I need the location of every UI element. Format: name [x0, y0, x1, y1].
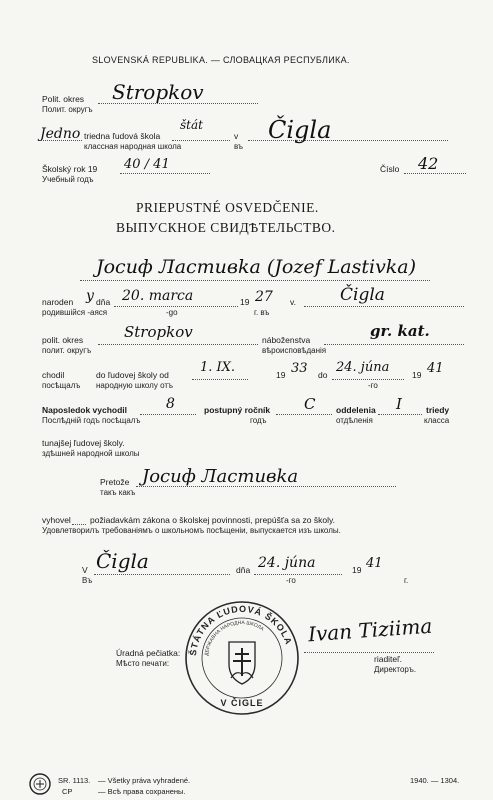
printer-emblem-icon: [28, 772, 52, 796]
okres-label: Polit. okres: [42, 94, 85, 104]
religion-value: gr. kat.: [370, 322, 430, 340]
rocnik-value: C: [304, 395, 316, 413]
school-v-label: v: [234, 131, 239, 141]
birth-place-value: Čigla: [340, 285, 385, 305]
triedy-label: triedy: [426, 405, 450, 415]
attend-to-year: 41: [427, 361, 444, 376]
attend-label: chodil: [42, 370, 65, 380]
dateline-dna-label: dňa: [236, 565, 251, 575]
school-seal-stamp: [182, 598, 302, 718]
footer-rights-ru: — Всѣ права сохранены.: [98, 787, 186, 796]
triedna-value: Jedno: [40, 126, 81, 142]
seal-label: Úradná pečiatka:: [116, 648, 181, 658]
last-year-value: 8: [166, 396, 175, 412]
birth-year-prefix: 19: [240, 297, 250, 307]
attend-to-value: 24. júna: [336, 360, 390, 375]
attend-label-ru: посѣщалъ: [42, 381, 81, 390]
director-label-ru: Директоръ.: [374, 665, 417, 674]
pretoze-label-ru: такъ какъ: [100, 488, 136, 497]
seal-ring-text-ru: ДЕРЖАВНА НАРОДНА ШКОЛА: [204, 619, 265, 657]
school-label: triedna ľudová škola: [84, 131, 161, 141]
birth-y-mark: y: [86, 288, 94, 304]
birth-label-ru: родившійся -аяся: [42, 308, 108, 317]
year-label-ru: Учебный годъ: [42, 175, 94, 184]
last-label-ru: Послѣдній годъ посѣщалъ: [42, 416, 141, 425]
seal-place: V ČIGLE: [220, 698, 264, 708]
year-value: 40 / 41: [124, 157, 170, 172]
okres-label-ru: Полит. округъ: [42, 105, 93, 114]
attend-school-label: do ľudovej školy od: [96, 370, 169, 380]
attend-do-label: do: [318, 370, 328, 380]
title-ru: ВЫПУСКНОЕ СВИДѢТЕЛЬСТВО.: [116, 220, 336, 235]
dateline-year-value: 41: [366, 556, 383, 571]
cislo-value: 42: [418, 154, 439, 173]
seal-ring-text: ŠTÁTNA ĽUDOVÁ ŠKOLA: [187, 603, 294, 657]
birth-v-ru: г. въ: [254, 308, 270, 317]
year-label: Školský rok 19: [42, 164, 98, 174]
birth-label: naroden: [42, 297, 74, 307]
pretoze-label: Pretože: [100, 477, 130, 487]
birth-day-value: 20. marca: [122, 288, 194, 304]
footer-code: SR. 1113.: [58, 776, 91, 785]
title-sk: PRIEPUSTNÉ OSVEDČENIE.: [136, 200, 319, 215]
school-label-ru: классная народная школа: [84, 142, 182, 151]
dateline-v-ru: Въ: [82, 576, 93, 585]
local-school-ru: здѣшней народной школы: [42, 449, 140, 458]
rocnik-label-ru: годъ: [250, 416, 267, 425]
dateline-g-label: г.: [404, 576, 409, 585]
school-place-value: Čigla: [268, 116, 332, 144]
footer-rights-sk: — Všetky práva vyhradené.: [98, 776, 191, 785]
last-label: Naposledok vychodil: [42, 405, 128, 415]
footer-cp: CP: [62, 787, 73, 796]
school-v-ru: въ: [234, 142, 243, 151]
director-label: riaditeľ.: [374, 654, 402, 664]
birth-dna-label: dňa: [96, 297, 111, 307]
attend-from-value: 1. IX.: [200, 360, 236, 375]
vyhovel-label: vyhovel: [42, 515, 71, 525]
polit-value: Stropkov: [124, 323, 193, 341]
religion-label: náboženstva: [262, 335, 311, 345]
student-name: Joсuф Лacmuвka (Jozef Lastivka): [96, 256, 417, 278]
pretoze-value: Joсuф Лacmuвka: [142, 466, 299, 487]
result-ru: Удовлетворилъ требованіямъ о школьномъ посѣщеніи, выпускается изъ школы.: [42, 526, 341, 535]
republic-header: SLOVENSKÁ REPUBLIKA. — СЛОВАЦКАЯ РЕСПУБЛИКА.: [92, 55, 350, 65]
attend-go-label: -го: [368, 381, 378, 390]
attend-school-label-ru: народную школу отъ: [96, 381, 174, 390]
birth-go-label: -go: [166, 308, 178, 317]
dateline-date-value: 24. júna: [258, 555, 316, 571]
attend-from-year-prefix: 19: [276, 370, 286, 380]
dateline-year-prefix: 19: [352, 565, 362, 575]
oddelenia-value: I: [396, 395, 402, 413]
attend-from-year: 33: [291, 361, 308, 376]
dateline-go-label: -го: [286, 576, 296, 585]
seal-label-ru: Мѣсто печати:: [116, 659, 170, 668]
rocnik-label: postupný ročník: [204, 405, 271, 415]
cislo-label: Číslo: [380, 164, 400, 174]
birth-year-value: 27: [255, 289, 273, 305]
triedy-label-ru: класса: [424, 416, 450, 425]
polit-label: polit. okres: [42, 335, 84, 345]
dateline-place-value: Čigla: [96, 549, 149, 573]
school-type-value: štát: [180, 118, 203, 132]
birth-v-label: v.: [290, 297, 296, 307]
dateline-v-label: V: [82, 565, 88, 575]
footer-year-code: 1940. — 1304.: [410, 776, 460, 785]
oddelenia-label: oddelenia: [336, 405, 376, 415]
local-school: tunajšej ľudovej školy.: [42, 438, 125, 448]
polit-label-ru: полит. округъ: [42, 346, 92, 355]
religion-label-ru: вѣроисповѣданія: [262, 346, 327, 355]
attend-to-year-prefix: 19: [412, 370, 422, 380]
director-signature: Ivan Tiziima: [307, 613, 434, 647]
okres-value: Stropkov: [112, 80, 204, 104]
result-sk: požiadavkám zákona o školskej povinnosti, prepúšťa sa zo školy.: [90, 515, 335, 525]
oddelenia-label-ru: отдѣленія: [336, 416, 373, 425]
